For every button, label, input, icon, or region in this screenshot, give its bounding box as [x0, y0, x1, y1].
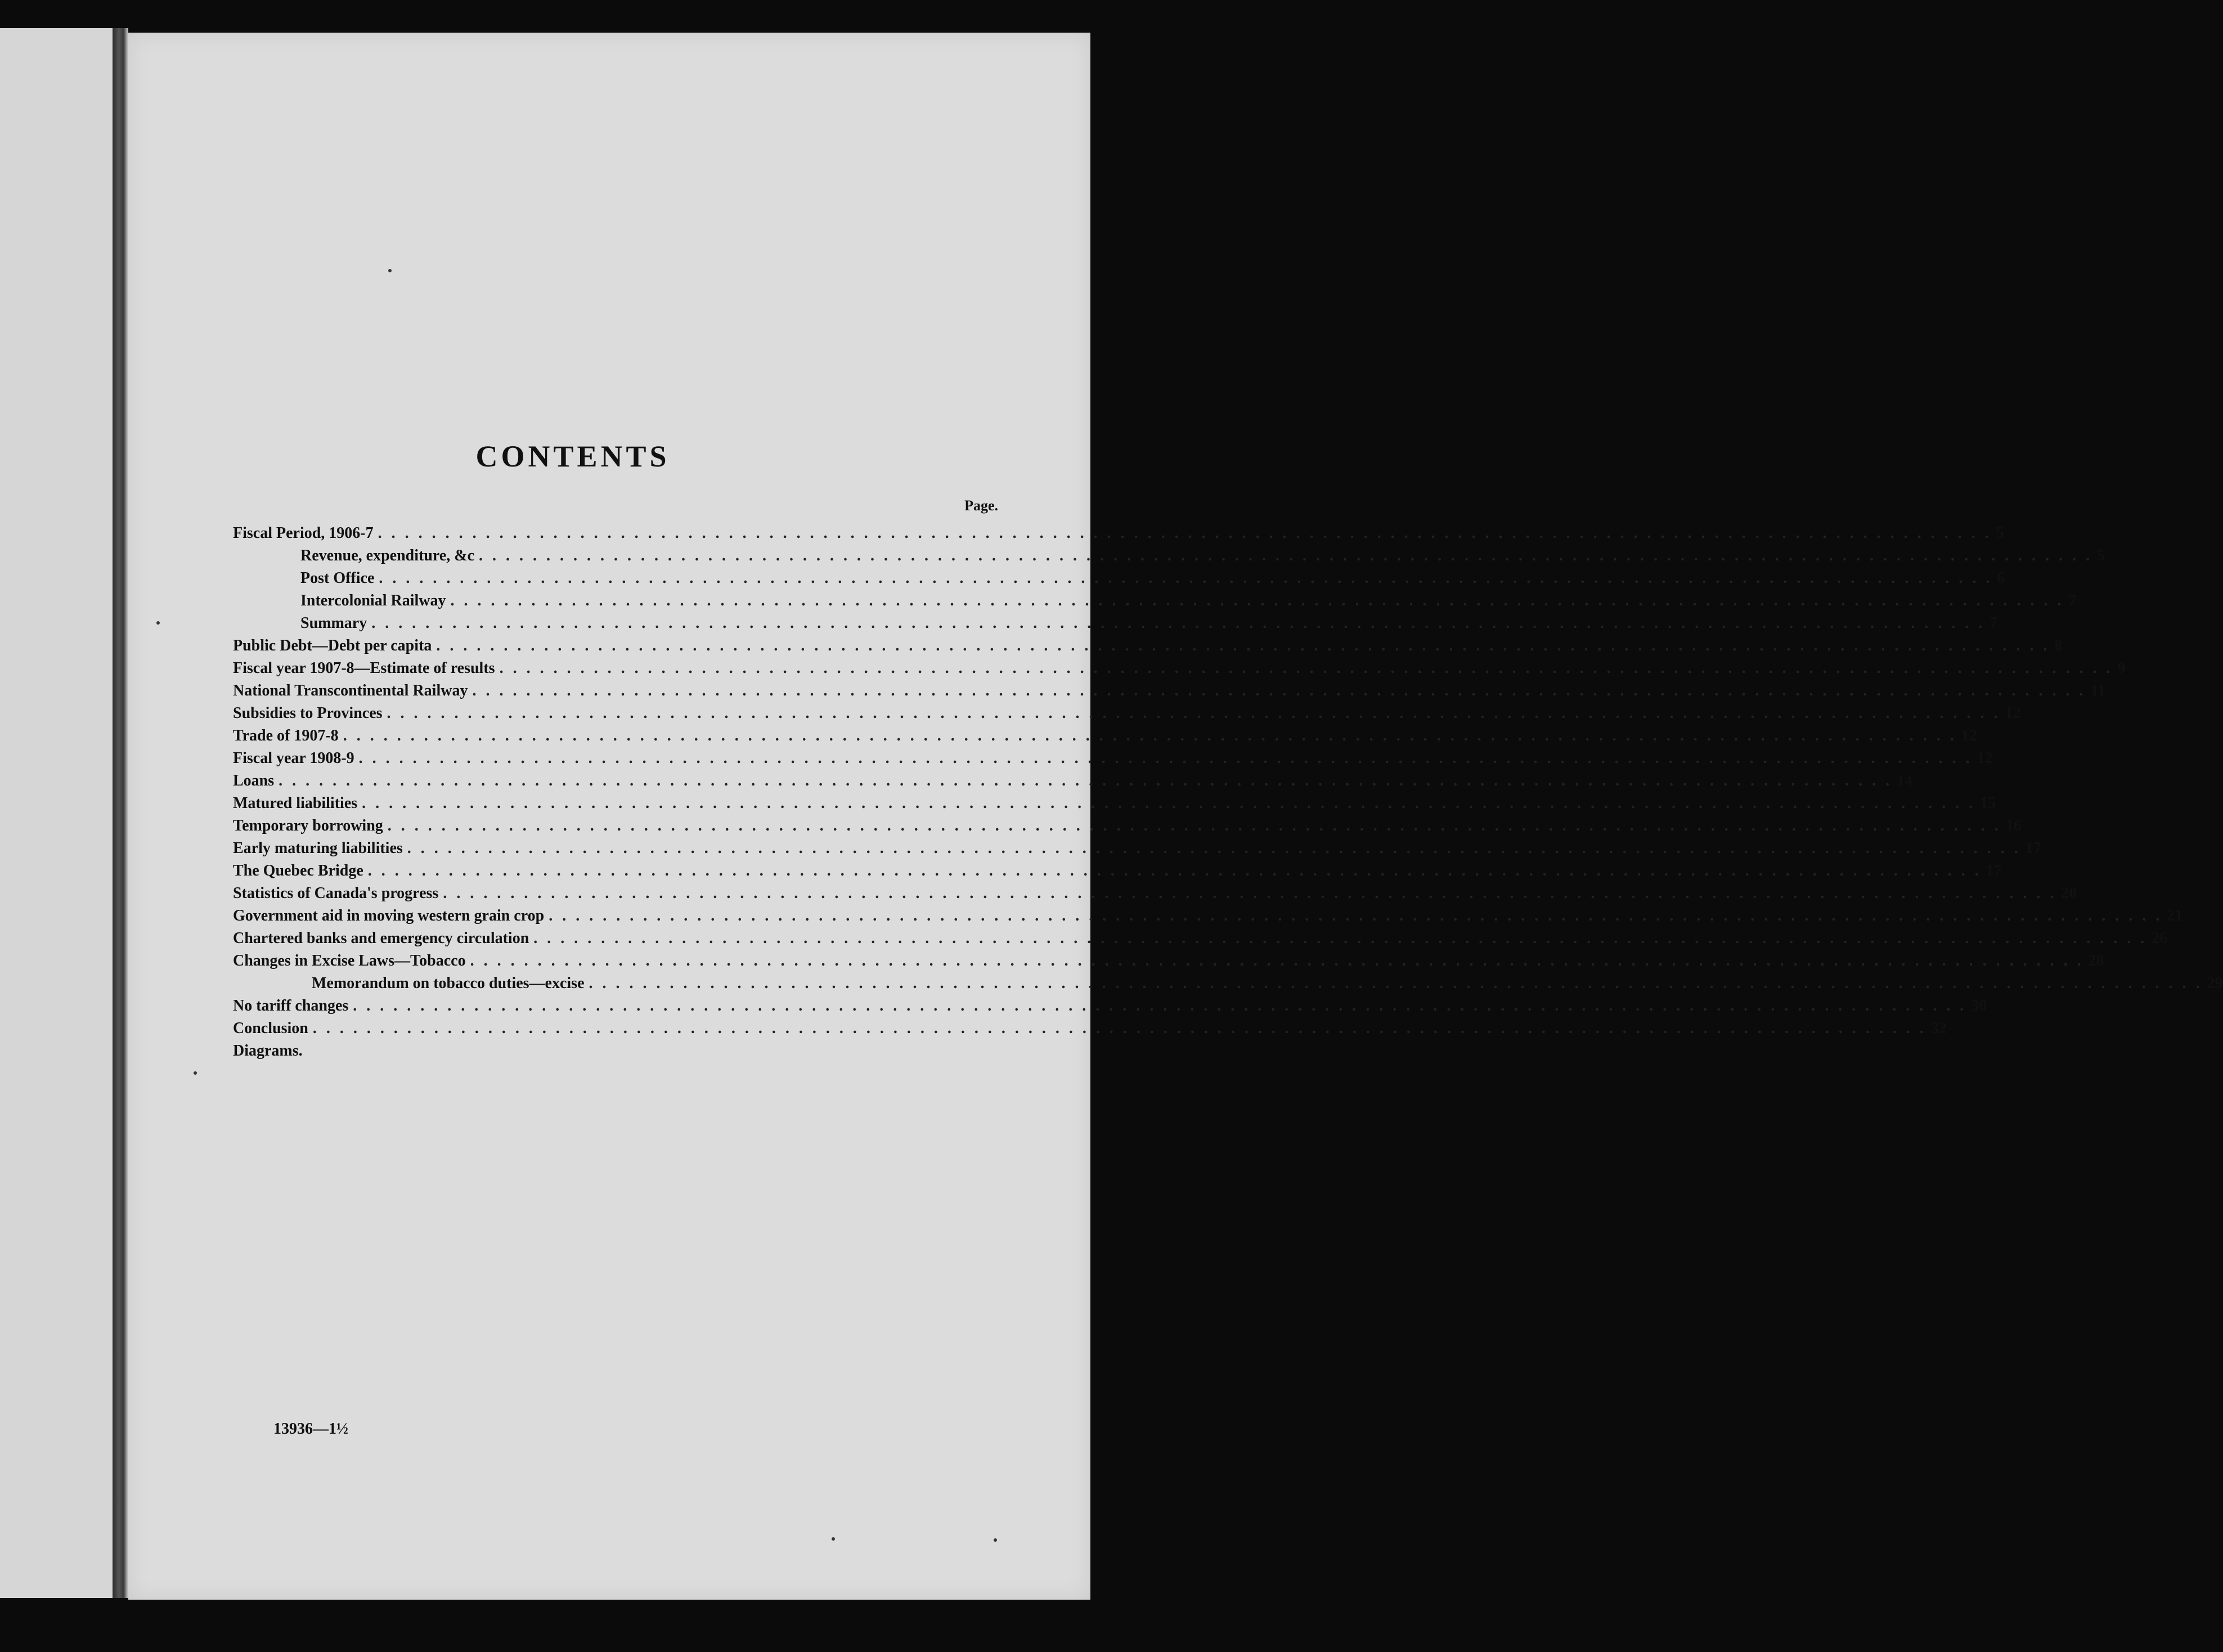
toc-entry — [233, 700, 2021, 722]
toc-entry-label: Conclusion — [233, 1020, 308, 1037]
document-page — [128, 33, 2223, 1600]
dot-leader: . . . . . . . . . . . . . . . . . . . . . . . . . . . . . . . . . . . . . . . . . . . . . . . . . . . . . . . . . . . . . . . . . . . . . . . . . . . . . . . . . . . . . . . . . . . . . . . . . . . . . . . . . . . . . . . . . . . . . . . . — [472, 682, 2086, 699]
toc-entry-page: 28 — [2088, 952, 2104, 969]
dot-leader: . . . . . . . . . . . . . . . . . . . . . . . . . . . . . . . . . . . . . . . . . . . . . . . . . . . . . . . . . . . . . . . . . . . . . . . . . . . . . . . . . . . . . . . . . . . . . . . . . . . . . . . . . . . . . . . . . . . . . . . . — [387, 704, 2001, 722]
dot-leader: . . . . . . . . . . . . . . . . . . . . . . . . . . . . . . . . . . . . . . . . . . . . . . . . . . . . . . . . . . . . . . . . . . . . . . . . . . . . . . . . . . . . . . . . . . . . . . . . . . . . . . . . . . . . . . . . . . . . . . . . — [443, 885, 2057, 902]
dot-leader: . . . . . . . . . . . . . . . . . . . . . . . . . . . . . . . . . . . . . . . . . . . . . . . . . . . . . . . . . . . . . . . . . . . . . . . . . . . . . . . . . . . . . . . . . . . . . . . . . . . . . . . . . . . . . . . . . . . . . . . . — [549, 907, 2163, 924]
toc-entry-label: Matured liabilities — [233, 794, 358, 812]
toc-entry-label: Fiscal Period, 1906-7 — [233, 524, 374, 542]
dot-leader: . . . . . . . . . . . . . . . . . . . . . . . . . . . . . . . . . . . . . . . . . . . . . . . . . . . . . . . . . . . . . . . . . . . . . . . . . . . . . . . . . . . . . . . . . . . . . . . . . . . . . . . . . . . . . . . . . . . . . . . . — [371, 614, 1986, 632]
dot-leader: . . . . . . . . . . . . . . . . . . . . . . . . . . . . . . . . . . . . . . . . . . . . . . . . . . . . . . . . . . . . . . . . . . . . . . . . . . . . . . . . . . . . . . . . . . . . . . . . . . . . . . . . . . . . . . . . . . . . . . . . — [358, 749, 1973, 767]
toc-entry-label: Changes in Excise Laws—Tobacco — [233, 952, 466, 969]
toc-entry-page: 17 — [2025, 840, 2041, 857]
toc-entry-label: Diagrams. — [233, 1042, 303, 1060]
toc-entry — [233, 993, 1987, 1015]
toc-entry-label: Post Office — [300, 569, 375, 587]
toc-entry — [233, 520, 2004, 542]
dot-leader: . . . . . . . . . . . . . . . . . . . . . . . . . . . . . . . . . . . . . . . . . . . . . . . . . . . . . . . . . . . . . . . . . . . . . . . . . . . . . . . . . . . . . . . . . . . . . . . . . . . . . . . . . . . . . . . . . . . . . . . . — [533, 930, 2148, 947]
toc-entry-page: 11 — [2090, 682, 2105, 699]
toc-entry-label: Trade of 1907-8 — [233, 727, 339, 744]
toc-entry — [233, 948, 2104, 970]
dot-leader: . . . . . . . . . . . . . . . . . . . . . . . . . . . . . . . . . . . . . . . . . . . . . . . . . . . . . . . . . . . . . . . . . . . . . . . . . . . . . . . . . . . . . . . . . . . . . . . . . . . . . . . . . . . . . . . . . . . . . . . . — [312, 1020, 1926, 1037]
toc-entry — [233, 767, 1913, 790]
toc-entry-label: National Transcontinental Railway — [233, 682, 468, 699]
toc-entry-label: Government aid in moving western grain crop — [233, 907, 545, 924]
toc-entry — [233, 587, 2077, 610]
toc-entry-label: Summary — [300, 614, 367, 632]
dot-leader: . . . . . . . . . . . . . . . . . . . . . . . . . . . . . . . . . . . . . . . . . . . . . . . . . . . . . . . . . . . . . . . . . . . . . . . . . . . . . . . . . . . . . . . . . . . . . . . . . . . . . . . . . . . . . . . . . . . . . . . . — [343, 727, 1957, 744]
toc-entry-label: Intercolonial Railway — [300, 592, 446, 609]
toc-entry-page: 12 — [1977, 749, 1993, 767]
toc-entry-page: 15 — [1980, 794, 1996, 812]
toc-entry — [233, 835, 2041, 858]
dot-leader: . . . . . . . . . . . . . . . . . . . . . . . . . . . . . . . . . . . . . . . . . . . . . . . . . . . . . . . . . . . . . . . . . . . . . . . . . . . . . . . . . . . . . . . . . . . . . . . . . . . . . . . . . . . . . . . . . . . . . . . . — [589, 975, 2203, 992]
toc-entry — [233, 632, 2063, 655]
dot-leader: . . . . . . . . . . . . . . . . . . . . . . . . . . . . . . . . . . . . . . . . . . . . . . . . . . . . . . . . . . . . . . . . . . . . . . . . . . . . . . . . . . . . . . . . . . . . . . . . . . . . . . . . . . . . . . . . . . . . . . . . — [450, 592, 2064, 609]
toc-entry-page: 8 — [2054, 637, 2063, 654]
toc-entry — [233, 745, 1993, 767]
toc-entry — [233, 610, 1998, 632]
dot-leader: . . . . . . . . . . . . . . . . . . . . . . . . . . . . . . . . . . . . . . . . . . . . . . . . . . . . . . . . . . . . . . . . . . . . . . . . . . . . . . . . . . . . . . . . . . . . . . . . . . . . . . . . . . . . . . . . . . . . . . . . — [499, 659, 2113, 677]
toc-entry — [233, 1015, 1947, 1038]
book-spine — [113, 28, 128, 1598]
dot-leader: . . . . . . . . . . . . . . . . . . . . . . . . . . . . . . . . . . . . . . . . . . . . . . . . . . . . . . . . . . . . . . . . . . . . . . . . . . . . . . . . . . . . . . . . . . . . . . . . . . . . . . . . . . . . . . . . . . . . . . . . — [378, 524, 1992, 542]
speck-mark — [388, 269, 392, 272]
toc-entry-label: Memorandum on tobacco duties—excise — [312, 975, 585, 992]
toc-entry-label: Statistics of Canada's progress — [233, 885, 439, 902]
toc-entry-page: 5 — [1996, 524, 2004, 542]
toc-entry — [233, 880, 2077, 903]
toc-entry — [233, 903, 2183, 925]
toc-entry — [233, 1038, 998, 1060]
printer-mark: 13936—1½ — [273, 1420, 348, 1438]
speck-mark — [156, 621, 160, 625]
toc-entry — [233, 565, 2005, 587]
toc-entry-label: Temporary borrowing — [233, 817, 383, 834]
dot-leader: . . . . . . . . . . . . . . . . . . . . . . . . . . . . . . . . . . . . . . . . . . . . . . . . . . . . . . . . . . . . . . . . . . . . . . . . . . . . . . . . . . . . . . . . . . . . . . . . . . . . . . . . . . . . . . . . . . . . . . . . — [407, 840, 2021, 857]
toc-entry — [233, 677, 2105, 700]
dot-leader: . . . . . . . . . . . . . . . . . . . . . . . . . . . . . . . . . . . . . . . . . . . . . . . . . . . . . . . . . . . . . . . . . . . . . . . . . . . . . . . . . . . . . . . . . . . . . . . . . . . . . . . . . . . . . . . . . . . . . . . . — [353, 997, 1967, 1014]
toc-entry-label: Chartered banks and emergency circulation — [233, 930, 529, 947]
toc-entry-page: 16 — [2005, 817, 2022, 834]
toc-entry-page: 32 — [1930, 1020, 1947, 1037]
toc-entry-page: 9 — [2117, 659, 2126, 677]
dot-leader: . . . . . . . . . . . . . . . . . . . . . . . . . . . . . . . . . . . . . . . . . . . . . . . . . . . . . . . . . . . . . . . . . . . . . . . . . . . . . . . . . . . . . . . . . . . . . . . . . . . . . . . . . . . . . . . . . . . . . . . . — [436, 637, 2050, 654]
dot-leader: . . . . . . . . . . . . . . . . . . . . . . . . . . . . . . . . . . . . . . . . . . . . . . . . . . . . . . . . . . . . . . . . . . . . . . . . . . . . . . . . . . . . . . . . . . . . . . . . . . . . . . . . . . . . . . . . . . . . . . . . — [379, 569, 1993, 587]
toc-entry-page: 29 — [2207, 975, 2223, 992]
toc-entry — [233, 542, 2105, 565]
page-column-header: Page. — [964, 497, 998, 514]
toc-entry-page: 7 — [2068, 592, 2077, 609]
dot-leader: . . . . . . . . . . . . . . . . . . . . . . . . . . . . . . . . . . . . . . . . . . . . . . . . . . . . . . . . . . . . . . . . . . . . . . . . . . . . . . . . . . . . . . . . . . . . . . . . . . . . . . . . . . . . . . . . . . . . . . . . — [387, 817, 2001, 834]
toc-entry-page: 6 — [1997, 569, 2005, 587]
toc-entry-page: 12 — [1961, 727, 1977, 744]
toc-entry-page: 5 — [2097, 547, 2105, 564]
toc-entry-page: 30 — [1971, 997, 1987, 1014]
toc-entry-page: 17 — [1986, 862, 2002, 879]
page-title: CONTENTS — [475, 439, 670, 473]
dot-leader: . . . . . . . . . . . . . . . . . . . . . . . . . . . . . . . . . . . . . . . . . . . . . . . . . . . . . . . . . . . . . . . . . . . . . . . . . . . . . . . . . . . . . . . . . . . . . . . . . . . . . . . . . . . . . . . . . . . . . . . . — [479, 547, 2092, 564]
toc-entry — [233, 790, 1996, 812]
toc-entry-page: 20 — [2061, 885, 2077, 902]
toc-entry-label: Fiscal year 1908-9 — [233, 749, 354, 767]
toc-entry-page: 14 — [1897, 772, 1913, 789]
speck-mark — [832, 1537, 835, 1541]
dot-leader: . . . . . . . . . . . . . . . . . . . . . . . . . . . . . . . . . . . . . . . . . . . . . . . . . . . . . . . . . . . . . . . . . . . . . . . . . . . . . . . . . . . . . . . . . . . . . . . . . . . . . . . . . . . . . . . . . . . . . . . . — [279, 772, 1893, 789]
toc-entry-page: 7 — [1990, 614, 1998, 632]
dot-leader: . . . . . . . . . . . . . . . . . . . . . . . . . . . . . . . . . . . . . . . . . . . . . . . . . . . . . . . . . . . . . . . . . . . . . . . . . . . . . . . . . . . . . . . . . . . . . . . . . . . . . . . . . . . . . . . . . . . . . . . . — [362, 794, 1976, 812]
speck-mark — [994, 1538, 997, 1542]
speck-mark — [194, 1071, 197, 1075]
toc-entry-label: Early maturing liabilities — [233, 840, 403, 857]
toc-entry-page: 12 — [2005, 704, 2021, 722]
table-of-contents — [233, 520, 2223, 1060]
toc-entry-label: The Quebec Bridge — [233, 862, 363, 879]
toc-entry — [233, 812, 2022, 835]
toc-entry — [233, 970, 2223, 993]
toc-entry-label: Public Debt—Debt per capita — [233, 637, 432, 654]
toc-entry — [233, 655, 2126, 677]
toc-entry — [233, 858, 2002, 880]
toc-entry — [233, 722, 1977, 745]
toc-entry-label: Revenue, expenditure, &c — [300, 547, 474, 564]
dot-leader: . . . . . . . . . . . . . . . . . . . . . . . . . . . . . . . . . . . . . . . . . . . . . . . . . . . . . . . . . . . . . . . . . . . . . . . . . . . . . . . . . . . . . . . . . . . . . . . . . . . . . . . . . . . . . . . . . . . . . . . . — [367, 862, 1982, 879]
toc-entry-label: Fiscal year 1907-8—Estimate of results — [233, 659, 495, 677]
dot-leader: . . . . . . . . . . . . . . . . . . . . . . . . . . . . . . . . . . . . . . . . . . . . . . . . . . . . . . . . . . . . . . . . . . . . . . . . . . . . . . . . . . . . . . . . . . . . . . . . . . . . . . . . . . . . . . . . . . . . . . . . — [470, 952, 2084, 969]
toc-entry — [233, 925, 2168, 948]
toc-entry-page: 21 — [2167, 907, 2183, 924]
toc-entry-label: Subsidies to Provinces — [233, 704, 383, 722]
toc-entry-label: Loans — [233, 772, 275, 789]
toc-entry-label: No tariff changes — [233, 997, 349, 1014]
toc-entry-page: 26 — [2152, 930, 2168, 947]
facing-page-edge — [0, 28, 113, 1598]
